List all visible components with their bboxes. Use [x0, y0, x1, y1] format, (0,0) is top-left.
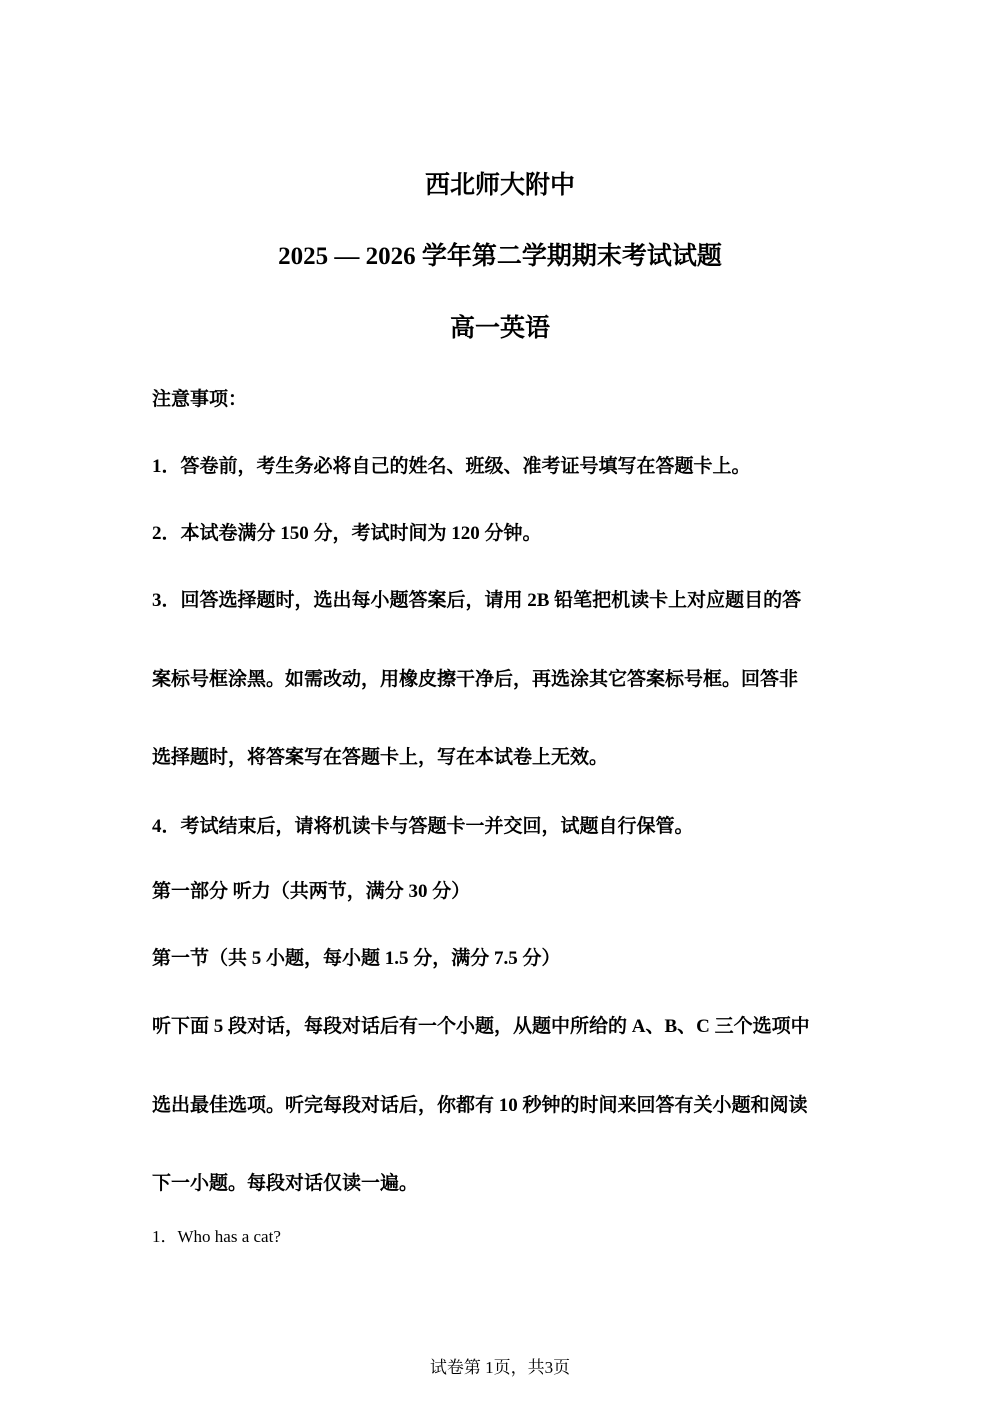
instruction-line-2: 选出最佳选项。听完每段对话后，你都有 10 秒钟的时间来回答有关小题和阅读: [152, 1095, 808, 1116]
instruction-line-3: 下一小题。每段对话仅读一遍。: [152, 1173, 419, 1194]
school-name: 西北师大附中: [424, 172, 575, 199]
exam-title: 2025 — 2026 学年第二学期期末考试试题: [278, 243, 722, 270]
note-item-1: 1．答卷前，考生务必将自己的姓名、班级、准考证号填写在答题卡上。: [152, 456, 751, 477]
subject-title: 高一英语: [449, 315, 550, 342]
notes-heading: 注意事项：: [152, 389, 248, 410]
instruction-line-1: 听下面 5 段对话，每段对话后有一个小题，从题中所给的 A、B、C 三个选项中: [152, 1016, 810, 1037]
subsection-title: 第一节（共 5 小题，每小题 1.5 分，满分 7.5 分）: [152, 948, 561, 969]
page-footer: 试卷第 1页，共3页: [429, 1358, 571, 1377]
part-title: 第一部分 听力（共两节，满分 30 分）: [152, 881, 471, 902]
note-item-4: 4．考试结束后，请将机读卡与答题卡一并交回，试题自行保管。: [152, 816, 694, 837]
note-item-2: 2．本试卷满分 150 分，考试时间为 120 分钟。: [152, 523, 542, 544]
note-item-3-line-1: 3．回答选择题时，选出每小题答案后，请用 2B 铅笔把机读卡上对应题目的答: [152, 590, 802, 611]
note-item-3-line-2: 案标号框涂黑。如需改动，用橡皮擦干净后，再选涂其它答案标号框。回答非: [152, 669, 799, 690]
note-item-3-line-3: 选择题时，将答案写在答题卡上，写在本试卷上无效。: [152, 747, 609, 768]
question-1: 1．Who has a cat?: [152, 1227, 281, 1246]
